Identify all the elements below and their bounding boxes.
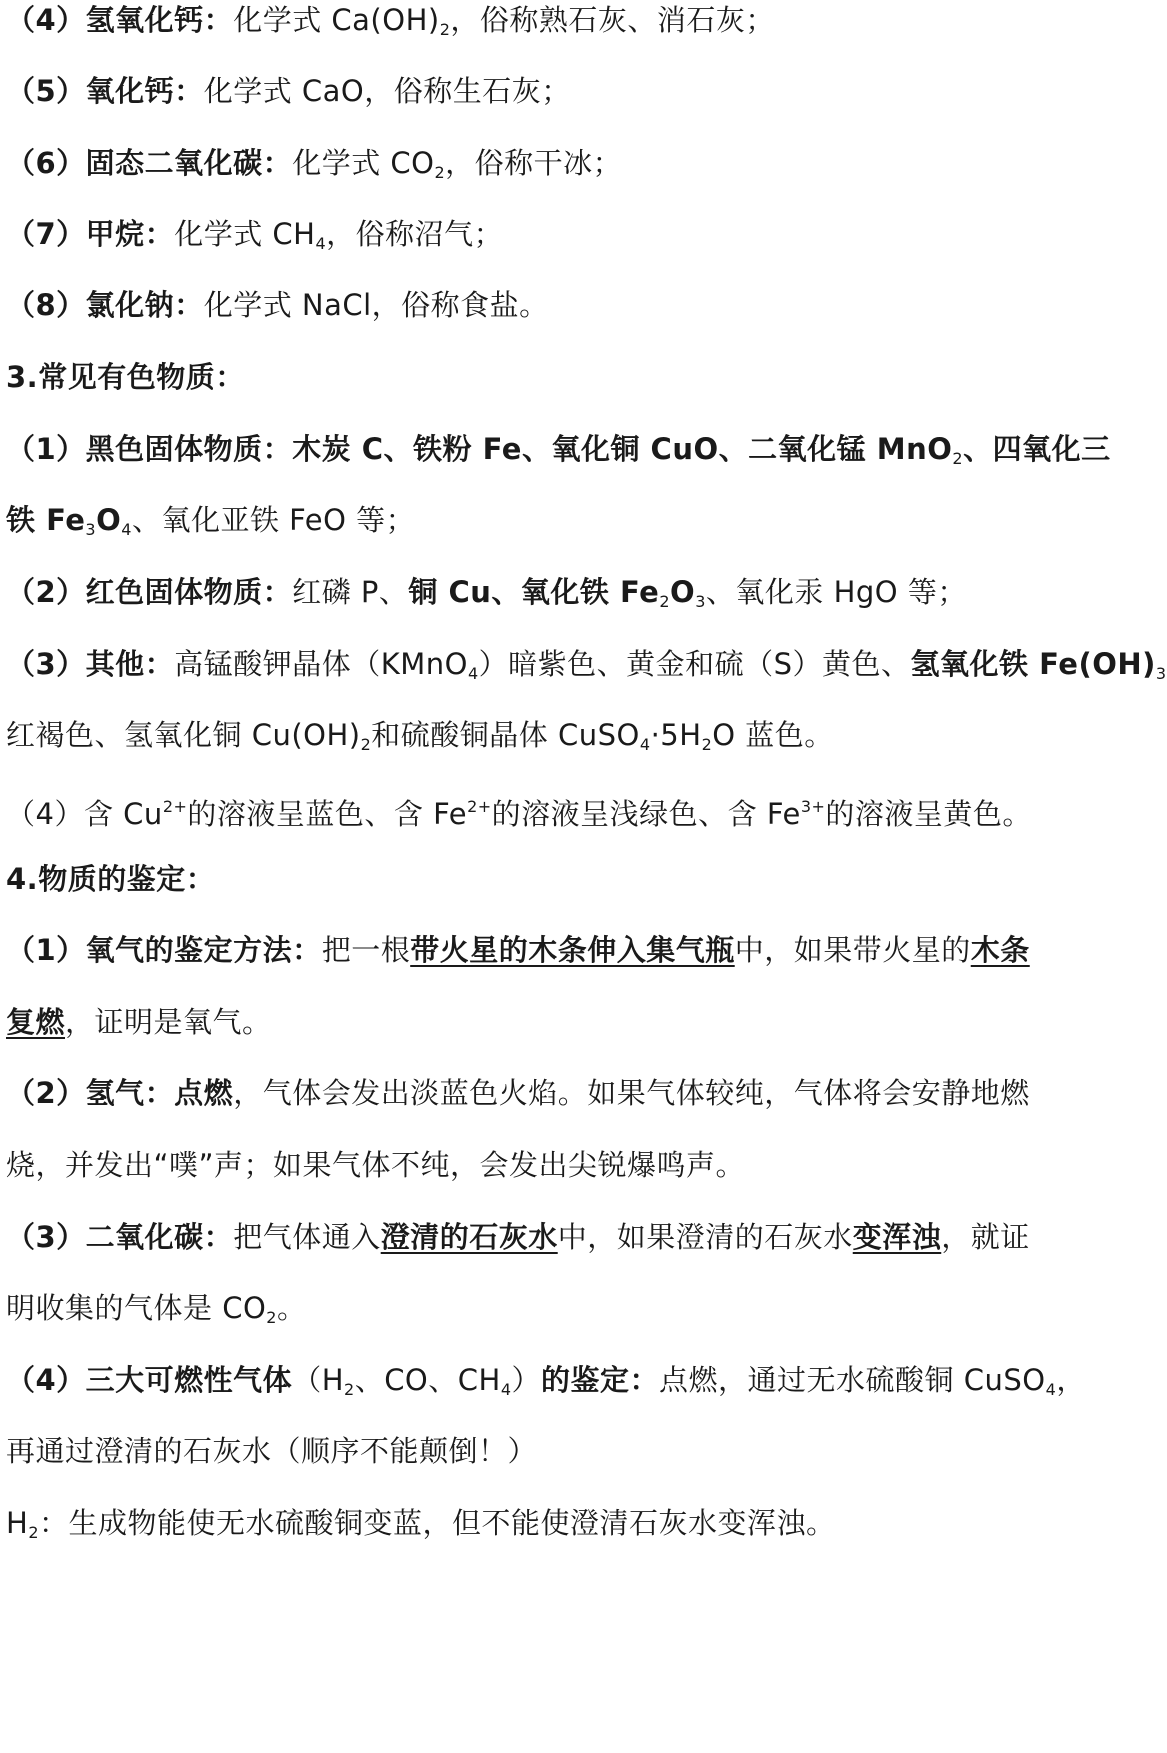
text-segment: 化学式 CH <box>174 217 316 251</box>
text-segment: 2 <box>344 1380 355 1399</box>
text-segment: 2 <box>28 1523 39 1542</box>
text-line <box>6 1053 1074 1133</box>
text-line <box>6 194 1074 274</box>
text-segment: 把气体通入 <box>233 1220 381 1254</box>
text-segment: 2 <box>434 163 446 182</box>
text-line <box>6 552 1074 632</box>
text-segment: 铁 Fe <box>6 503 86 537</box>
text-line <box>6 265 1074 345</box>
text-line <box>6 480 1074 560</box>
text-segment: 红磷 P、 <box>292 575 409 609</box>
text-segment: ，俗称干冰； <box>445 146 623 180</box>
text-segment: （7）甲烷： <box>6 217 175 251</box>
section-heading <box>6 839 1074 919</box>
text-segment: 2 <box>439 20 451 39</box>
text-segment: （2）红色固体物质： <box>6 575 293 609</box>
text-segment: ，俗称沼气； <box>326 217 504 251</box>
text-segment: （6）固态二氧化碳： <box>6 146 293 180</box>
text-segment: 4 <box>121 520 132 539</box>
text-segment: （4）三大可燃性气体 <box>6 1363 293 1397</box>
text-segment: 4.物质的鉴定： <box>6 862 216 896</box>
text-segment: ，气体会发出淡蓝色火焰。如果气体较纯，气体将会安静地燃 <box>233 1076 1030 1110</box>
text-segment: 带火星的木条伸入集气瓶 <box>410 933 735 967</box>
text-segment: 、四氧化三 <box>963 432 1111 466</box>
text-segment: 红褐色、氢氧化铜 Cu(OH) <box>6 718 361 752</box>
text-segment: （3）其他： <box>6 647 175 681</box>
text-segment: ，俗称熟石灰、消石灰； <box>450 3 775 37</box>
text-segment: （H <box>292 1363 344 1397</box>
text-segment: 变浑浊 <box>852 1220 942 1254</box>
text-segment: O 蓝色。 <box>712 718 834 752</box>
text-segment: 、氧化汞 HgO 等； <box>705 575 967 609</box>
text-line <box>6 1483 1074 1563</box>
text-segment: 4 <box>467 664 479 683</box>
text-line <box>6 695 1074 775</box>
text-segment: 烧，并发出“噗”声；如果气体不纯，会发出尖锐爆鸣声。 <box>6 1148 746 1182</box>
text-segment: 2 <box>659 592 671 611</box>
text-segment: 的溶液呈浅绿色、含 Fe <box>491 797 801 831</box>
text-segment: ，就证 <box>941 1220 1030 1254</box>
text-segment: （4）含 Cu <box>6 797 163 831</box>
text-line <box>6 51 1074 131</box>
text-segment: 、CO、CH <box>354 1363 501 1397</box>
text-segment: 氢氧化铁 Fe(OH) <box>910 647 1156 681</box>
text-segment: （1）黑色固体物质：木炭 C、铁粉 Fe、氧化铜 CuO、二氧化锰 MnO <box>6 432 953 466</box>
text-segment: 明收集的气体是 CO <box>6 1291 267 1325</box>
text-segment: H <box>6 1506 29 1540</box>
text-segment: ：生成物能使无水硫酸铜变蓝，但不能使澄清石灰水变浑浊。 <box>39 1506 836 1540</box>
text-segment: 4 <box>315 234 327 253</box>
text-segment: 2+ <box>467 797 492 816</box>
text-segment: ）暗紫色、黄金和硫（S）黄色、 <box>478 647 911 681</box>
text-line <box>6 624 1167 704</box>
text-segment: 复燃 <box>6 1005 66 1039</box>
text-line <box>6 1340 1086 1420</box>
text-segment: 化学式 CaO，俗称生石灰； <box>203 74 571 108</box>
text-line <box>6 910 1074 990</box>
text-segment: 中，如果带火星的 <box>734 933 971 967</box>
text-segment: 。 <box>276 1291 307 1325</box>
text-segment: 和硫酸铜晶体 CuSO <box>371 718 640 752</box>
text-line <box>6 1197 1074 1277</box>
text-segment: 3 <box>695 592 706 611</box>
text-segment: （5）氧化钙： <box>6 74 204 108</box>
text-segment: O <box>96 503 122 537</box>
text-line <box>6 982 1074 1062</box>
text-segment: 3+ <box>800 797 826 816</box>
text-segment: 3 <box>1155 664 1167 683</box>
text-segment: 的溶液呈黄色。 <box>825 797 1032 831</box>
text-segment: 、氧化亚铁 FeO 等； <box>131 503 416 537</box>
text-segment: 的鉴定： <box>541 1363 660 1397</box>
text-segment: 4 <box>1045 1380 1057 1399</box>
text-segment: 2 <box>360 735 372 754</box>
text-segment: 铜 Cu、氧化铁 Fe <box>408 575 660 609</box>
text-segment: （3）二氧化碳： <box>6 1220 234 1254</box>
text-segment: 化学式 NaCl，俗称食盐。 <box>203 288 549 322</box>
text-segment: ， <box>1056 1363 1086 1397</box>
text-segment: 2 <box>701 735 713 754</box>
text-segment: 3 <box>85 520 97 539</box>
text-segment: ） <box>511 1363 542 1397</box>
text-segment: 3.常见有色物质： <box>6 360 245 394</box>
text-line <box>6 409 1111 489</box>
text-segment: ·5H <box>650 718 702 752</box>
text-segment: 化学式 CO <box>292 146 435 180</box>
text-segment: （2）氢气：点燃 <box>6 1076 234 1110</box>
text-segment: 木条 <box>970 933 1030 967</box>
text-segment: 澄清的石灰水 <box>380 1220 558 1254</box>
text-segment: 再通过澄清的石灰水（顺序不能颠倒！） <box>6 1434 538 1468</box>
text-segment: 高锰酸钾晶体（KMnO <box>174 647 468 681</box>
text-line <box>6 767 1074 847</box>
text-segment: 4 <box>500 1380 512 1399</box>
text-segment: 把一根 <box>321 933 411 967</box>
text-line <box>6 1125 1074 1205</box>
text-segment: 2 <box>266 1308 277 1327</box>
text-segment: 中，如果澄清的石灰水 <box>557 1220 853 1254</box>
text-segment: 化学式 Ca(OH) <box>233 3 440 37</box>
text-segment: （1）氧气的鉴定方法： <box>6 933 322 967</box>
text-line <box>6 1411 1074 1491</box>
text-line <box>6 1268 1074 1348</box>
text-segment: （4）氢氧化钙： <box>6 3 234 37</box>
text-segment: （8）氯化钠： <box>6 288 204 322</box>
text-segment: ，证明是氧气。 <box>65 1005 272 1039</box>
text-segment: O <box>670 575 696 609</box>
text-segment: 4 <box>639 735 651 754</box>
text-line <box>6 123 1074 203</box>
text-segment: 2+ <box>162 797 188 816</box>
text-segment: 2 <box>952 449 964 468</box>
text-segment: 的溶液呈蓝色、含 Fe <box>187 797 468 831</box>
text-segment: 点燃，通过无水硫酸铜 CuSO <box>659 1363 1046 1397</box>
section-heading <box>6 337 1074 417</box>
